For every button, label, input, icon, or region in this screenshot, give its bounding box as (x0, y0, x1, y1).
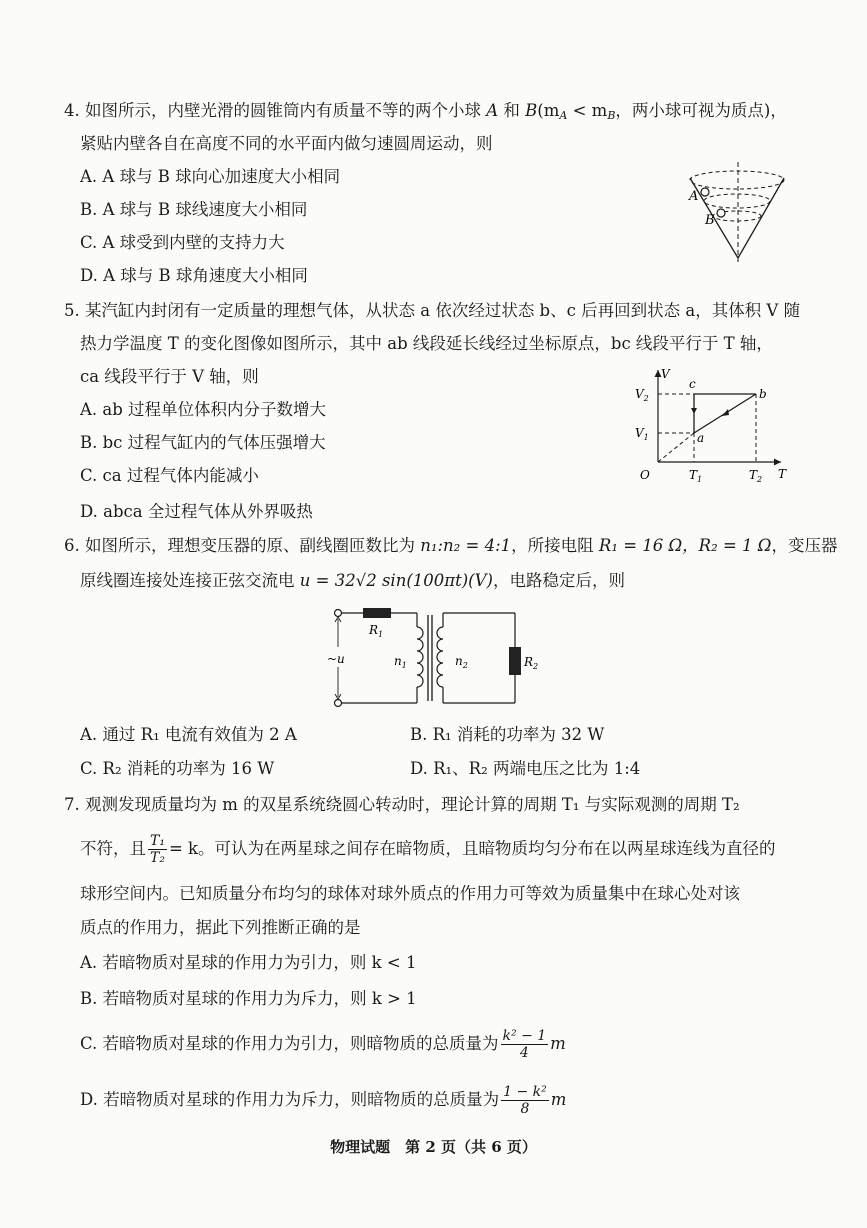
svg-text:T2 (749, 468, 762, 484)
v2-sub: 2 (643, 394, 649, 403)
q4-stem-line-1: 4. 如图所示，内壁光滑的圆锥筒内有质量不等的两个小球 A 和 $B(m_A < m_B$，两小球可视为质点)， (64, 101, 787, 122)
q6-option-b: B. R₁ 消耗的功率为 32 W (410, 725, 605, 744)
q6-ratio: n₁:n₂ = 4:1 (420, 536, 512, 555)
point-c-label: c (689, 377, 696, 391)
ball-b-icon (717, 209, 725, 217)
terminal-top (335, 610, 342, 617)
v-axis-label: V (661, 367, 670, 381)
resistor-r2 (509, 647, 521, 675)
q5-option-b: B. bc 过程气缸内的气体压强增大 (80, 433, 326, 452)
transformer-circuit (305, 605, 539, 715)
t2-sub: 2 (757, 475, 763, 484)
q7-stem-2b: = k。可认为在两星球之间存在暗物质，且暗物质均匀分布在以两星球连线为直径的 (168, 839, 776, 858)
q7-frac-num: T₁ (150, 833, 165, 849)
ball-a-icon (701, 188, 709, 196)
q7-stem-2a: 不符，且 (80, 839, 146, 858)
q6-stem-1b: ，所接电阻 (511, 536, 599, 555)
t1-sub: 1 (697, 475, 703, 484)
t1-label: T (689, 468, 698, 482)
q6-stem-1a: 6. 如图所示，理想变压器的原、副线圈匝数比为 (64, 536, 421, 555)
q6-stem-2a: 原线圈连接处连接正弦交流电 (80, 571, 300, 590)
svg-text:R2 (523, 655, 538, 671)
q7-stem-line-4: 质点的作用力，据此下列推断正确的是 (80, 918, 361, 937)
q4-stem-text: 4. 如图所示，内壁光滑的圆锥筒内有质量不等的两个小球 (64, 101, 487, 120)
q5-stem-line-3: ca 线段平行于 V 轴，则 (80, 367, 259, 386)
q6-stem-line-2 (80, 571, 625, 591)
q5-stem-line-2: 热力学温度 T 的变化图像如图所示，其中 ab 线段延长线经过坐标原点，bc 线段平行于 T 轴， (80, 334, 773, 353)
q7-option-c-mass: m (550, 1034, 566, 1053)
q5-option-d: D. abca 全过程气体从外界吸热 (80, 502, 313, 521)
resistor-r1 (363, 608, 391, 618)
q4-option-d: D. A 球与 B 球角速度大小相同 (80, 266, 308, 285)
svg-text:V1 (635, 426, 649, 442)
page-footer: 物理试题 第 2 页（共 6 页） (330, 1138, 537, 1156)
q5-option-c: C. ca 过程气体内能减小 (80, 466, 259, 485)
q6-option-c: C. R₂ 消耗的功率为 16 W (80, 759, 275, 778)
q7-option-c-fraction (501, 1028, 549, 1061)
q7-option-c-text: C. 若暗物质对星球的作用力为引力，则暗物质的总质量为 (80, 1034, 499, 1053)
q4-mass-lt: < m (567, 101, 608, 120)
q7-option-d (80, 1082, 566, 1118)
q7-stem-line-3: 球形空间内。已知质量分布均匀的球体对球外质点的作用力可等效为质量集中在球心处对该 (80, 884, 740, 903)
q7-option-c (80, 1026, 566, 1062)
q4-ball-a: A (486, 101, 499, 120)
q6-stem-line-1 (64, 536, 837, 556)
q6-stem-2b: ，电路稳定后，则 (492, 571, 625, 590)
q6-option-d: D. R₁、R₂ 两端电压之比为 1:4 (410, 759, 641, 778)
q6-option-a: A. 通过 R₁ 电流有效值为 2 A (80, 725, 297, 744)
q7-option-c-den: 4 (519, 1045, 529, 1061)
origin-label: O (640, 468, 650, 482)
n2-sub: 2 (462, 661, 468, 670)
svg-text:n1 (394, 654, 407, 670)
secondary-coil (437, 627, 443, 687)
point-a-label: a (697, 431, 705, 445)
q4-ball-b: B (525, 101, 538, 120)
v2-label: V (635, 387, 644, 401)
q6-stem-1c: ，变压器 (771, 536, 838, 555)
v1-label: V (635, 426, 644, 440)
q6-resistor-values: R₁ = 16 Ω，R₂ = 1 Ω (598, 536, 772, 555)
q7-stem-line-2 (80, 831, 776, 867)
q4-stem-tail: ，两小球可视为质点)， (615, 101, 787, 120)
primary-coil (417, 627, 423, 687)
n1-sub: 1 (401, 661, 407, 670)
q4-mass-cond: (m (537, 101, 560, 120)
q7-option-d-text: D. 若暗物质对星球的作用力为斥力，则暗物质的总质量为 (80, 1090, 500, 1109)
q4-stem-line-2: 紧贴内壁各自在高度不同的水平面内做匀速圆周运动，则 (80, 134, 493, 153)
svg-text:V2 (635, 387, 649, 403)
q7-option-d-fraction (501, 1084, 549, 1117)
svg-text:R1 (368, 623, 383, 639)
svg-text:n2 (455, 654, 468, 670)
r2-label: R (524, 655, 534, 669)
q7-option-c-num: k² − 1 (502, 1028, 547, 1044)
cone-label-a: A (689, 189, 699, 204)
v1-sub: 1 (643, 433, 649, 442)
cone-label-b: B (705, 213, 715, 228)
cone-figure (684, 158, 796, 263)
source-label: ~u (327, 652, 345, 666)
q7-option-d-den: 8 (520, 1101, 530, 1117)
q7-option-b: B. 若暗物质对星球的作用力为斥力，则 k > 1 (80, 989, 417, 1008)
q7-frac-den: T₂ (150, 850, 165, 866)
q7-option-d-num: 1 − k² (503, 1084, 547, 1100)
n2-label: n (455, 654, 463, 668)
q4-and: 和 (498, 101, 526, 120)
q7-option-a: A. 若暗物质对星球的作用力为引力，则 k < 1 (80, 953, 417, 972)
point-b-label: b (759, 387, 767, 401)
q6-voltage: u = 32√2 sin(100πt)(V) (299, 571, 493, 590)
q7-ratio-fraction (148, 833, 167, 866)
r1-label: R (369, 623, 379, 637)
q4-option-a: A. A 球与 B 球向心加速度大小相同 (80, 167, 341, 186)
q7-stem-line-1: 7. 观测发现质量均为 m 的双星系统绕圆心转动时，理论计算的周期 T₁ 与实际观测的周期 T₂ (64, 795, 740, 814)
t2-label: T (749, 468, 758, 482)
r2-sub: 2 (533, 662, 539, 671)
r1-sub: 1 (378, 630, 384, 639)
q7-option-d-mass: m (550, 1090, 567, 1109)
q5-stem-line-1: 5. 某汽缸内封闭有一定质量的理想气体，从状态 a 依次经过状态 b、c 后再回到状态 a，其体积 V 随 (64, 301, 801, 320)
q5-option-a: A. ab 过程单位体积内分子数增大 (80, 400, 327, 419)
svg-text:T1 (689, 468, 702, 484)
q4-option-b: B. A 球与 B 球线速度大小相同 (80, 200, 308, 219)
vt-graph (626, 362, 796, 490)
terminal-bottom (335, 700, 342, 707)
t-axis-label: T (778, 467, 787, 481)
n1-label: n (394, 654, 402, 668)
q4-option-c: C. A 球受到内壁的支持力大 (80, 233, 285, 252)
